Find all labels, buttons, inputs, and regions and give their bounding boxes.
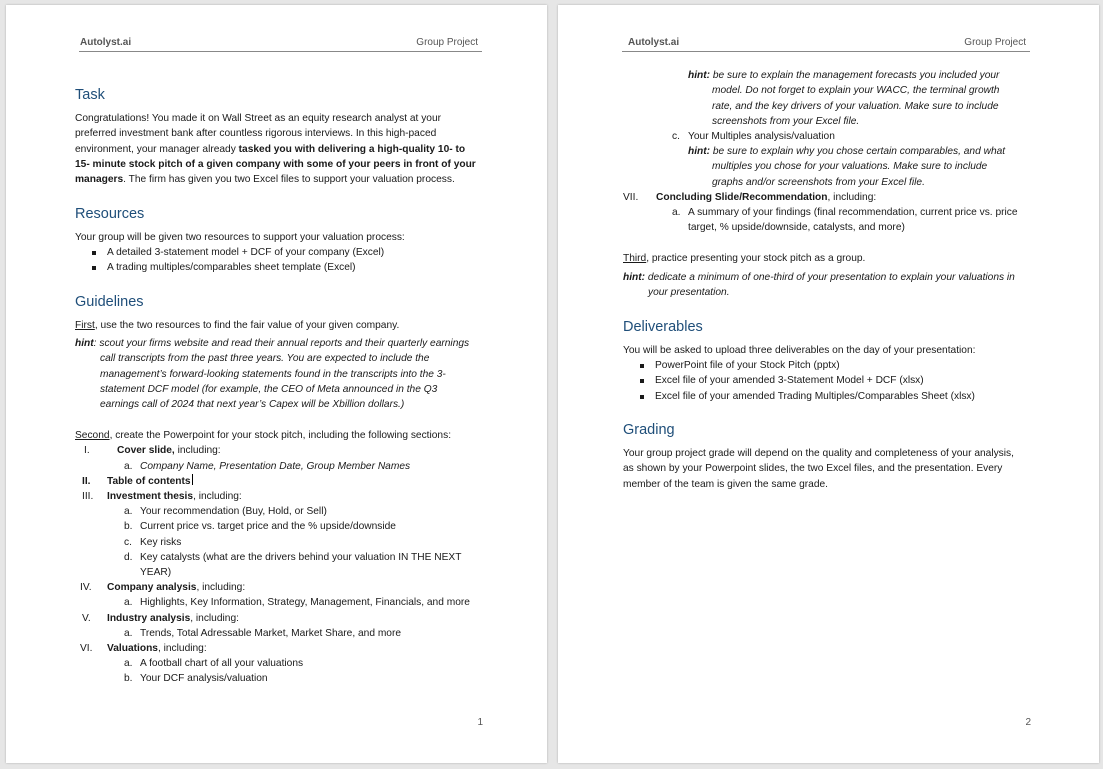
sub-marker: d. [124, 552, 133, 563]
sub-marker: a. [124, 461, 133, 472]
section-item[interactable]: VII. Concluding Slide/Recommendation, including: [623, 192, 877, 203]
resources-heading: Resources [75, 206, 145, 222]
deliverable-item[interactable]: Excel file of your amended 3-Statement Model + DCF (xlsx) [655, 375, 924, 386]
hint-line[interactable]: your presentation. [648, 287, 730, 298]
hint-line[interactable]: model. Do not forget to explain your WACC, the terminal growth [712, 85, 1000, 96]
sub-marker: a. [124, 506, 133, 517]
task-heading: Task [75, 87, 105, 103]
bullet-icon [92, 251, 96, 255]
section-item[interactable]: IV. Company analysis, including: [80, 582, 246, 593]
header-project: Group Project [416, 37, 478, 48]
sub-item[interactable]: Company Name, Presentation Date, Group Member Names [140, 461, 411, 472]
hint-line[interactable]: hint: be sure to explain the management forecasts you included your [688, 70, 1000, 81]
resource-item[interactable]: A trading multiples/comparables sheet template (Excel) [107, 262, 356, 273]
sub-marker: b. [124, 521, 133, 532]
sub-item[interactable]: Your Multiples analysis/valuation [688, 131, 835, 142]
document-page-1[interactable] [6, 5, 547, 763]
sub-item[interactable]: Your recommendation (Buy, Hold, or Sell) [140, 506, 327, 517]
section-item[interactable]: V. Industry analysis, including: [82, 613, 239, 624]
guideline-first[interactable]: First, use the two resources to find the fair value of your given company. [75, 320, 400, 331]
grading-paragraph-line[interactable]: Your group project grade will depend on the quality and completeness of your analysis, [623, 448, 1014, 459]
grading-paragraph-line[interactable]: member of the team is given the same grade. [623, 479, 828, 490]
grading-heading: Grading [623, 422, 675, 438]
sub-item-continuation[interactable]: YEAR) [140, 567, 172, 578]
guidelines-heading: Guidelines [75, 294, 144, 310]
hint-line[interactable]: screenshots from your Excel file. [712, 116, 860, 127]
page-header [79, 36, 482, 52]
hint-line[interactable]: earnings call of 2024 that next year’s Capex will be Xbillion dollars.) [100, 399, 405, 410]
task-paragraph-line[interactable]: preferred investment bank after countless rigorous interviews. In this high-paced [75, 128, 437, 139]
task-paragraph-line[interactable]: managers. The firm has given you two Excel files to support your valuation process. [75, 174, 455, 185]
sub-item-continuation[interactable]: target, % upside/downside, catalysts, and more) [688, 222, 905, 233]
task-paragraph-line[interactable]: environment, your manager already tasked you with delivering a high-quality 10- to [75, 144, 466, 155]
bullet-icon [640, 395, 644, 399]
header-project: Group Project [964, 37, 1026, 48]
sub-item[interactable]: Trends, Total Adressable Market, Market Share, and more [140, 628, 402, 639]
sub-item[interactable]: Your DCF analysis/valuation [140, 673, 268, 684]
sub-marker: c. [124, 537, 132, 548]
hint-line[interactable]: statement DCF model (for example, the CEO of Meta announced in the Q3 [100, 384, 438, 395]
hint-line[interactable]: hint: scout your firms website and read their annual reports and their quarterly earnings [75, 338, 470, 349]
resources-intro[interactable]: Your group will be given two resources to support your valuation process: [75, 232, 405, 243]
task-paragraph-line[interactable]: 15- minute stock pitch of a given company with some of your peers in front of your [75, 159, 476, 170]
deliverables-heading: Deliverables [623, 319, 703, 335]
hint-line[interactable]: hint: be sure to explain why you chose certain comparables, and what [688, 146, 1006, 157]
hint-line[interactable]: hint: dedicate a minimum of one-third of your presentation to explain your valuations in [623, 272, 1015, 283]
page-number: 2 [1025, 717, 1031, 728]
text-cursor [192, 474, 193, 485]
bullet-icon [92, 266, 96, 270]
bullet-icon [640, 364, 644, 368]
sub-item[interactable]: Current price vs. target price and the % upside/downside [140, 521, 396, 532]
resource-item[interactable]: A detailed 3-statement model + DCF of your company (Excel) [107, 247, 385, 258]
sub-marker: c. [672, 131, 680, 142]
header-brand: Autolyst.ai [628, 37, 680, 48]
sub-item[interactable]: Key catalysts (what are the drivers behind your valuation IN THE NEXT [140, 552, 462, 563]
section-item[interactable]: II. Table of contents [82, 476, 191, 487]
guideline-third[interactable]: Third, practice presenting your stock pitch as a group. [623, 253, 866, 264]
page-header [622, 36, 1030, 52]
hint-line[interactable]: multiples you chose for your valuations. Make sure to include [712, 161, 988, 172]
sub-marker: a. [124, 628, 133, 639]
section-item[interactable]: III. Investment thesis, including: [82, 491, 242, 502]
deliverable-item[interactable]: Excel file of your amended Trading Multiples/Comparables Sheet (xlsx) [655, 391, 975, 402]
hint-line[interactable]: call transcripts from the past three years. You are expected to include the [100, 353, 430, 364]
section-item[interactable]: VI. Valuations, including: [80, 643, 207, 654]
sub-item[interactable]: Key risks [140, 537, 182, 548]
sub-item[interactable]: A summary of your findings (final recommendation, current price vs. price [688, 207, 1018, 218]
hint-line[interactable]: graphs and/or screenshots from your Excel file. [712, 177, 925, 188]
page-number: 1 [477, 717, 483, 728]
header-brand: Autolyst.ai [80, 37, 132, 48]
sub-marker: a. [124, 658, 133, 669]
bullet-icon [640, 379, 644, 383]
sub-marker: b. [124, 673, 133, 684]
deliverable-item[interactable]: PowerPoint file of your Stock Pitch (pptx) [655, 360, 840, 371]
document-page-2[interactable] [558, 5, 1099, 763]
hint-line[interactable]: rate, and the key drivers of your valuation. Make sure to include [712, 101, 999, 112]
sub-item[interactable]: Highlights, Key Information, Strategy, Management, Financials, and more [140, 597, 470, 608]
hint-line[interactable]: management’s forward-looking statements found in the transcripts into the 3- [100, 369, 446, 380]
sub-item[interactable]: A football chart of all your valuations [140, 658, 304, 669]
sub-marker: a. [672, 207, 681, 218]
deliverables-intro[interactable]: You will be asked to upload three deliverables on the day of your presentation: [623, 345, 976, 356]
sub-marker: a. [124, 597, 133, 608]
guideline-second[interactable]: Second, create the Powerpoint for your stock pitch, including the following sections: [75, 430, 452, 441]
section-item[interactable]: I. Cover slide, including: [84, 445, 221, 456]
grading-paragraph-line[interactable]: as shown by your Powerpoint slides, the two Excel files, and the presentation. Every [623, 463, 1003, 474]
task-paragraph-line[interactable]: Congratulations! You made it on Wall Street as an equity research analyst at your [75, 113, 442, 124]
